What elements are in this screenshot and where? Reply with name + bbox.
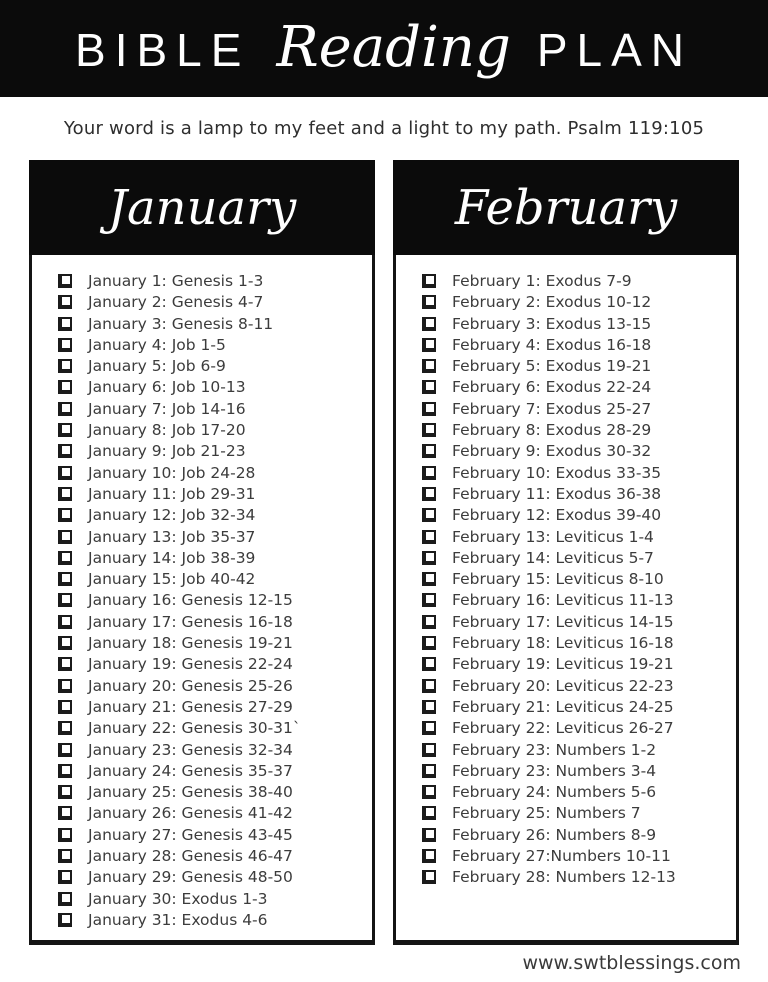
checkbox-icon[interactable] [422, 530, 436, 544]
reading-text: February 4: Exodus 16-18 [452, 335, 652, 354]
reading-text: February 5: Exodus 19-21 [452, 357, 652, 376]
reading-list-item [58, 867, 364, 888]
reading-text: February 18: Leviticus 16-18 [452, 634, 674, 653]
checkbox-icon[interactable] [58, 828, 72, 842]
checkbox-icon[interactable] [422, 508, 436, 522]
reading-list-item [58, 548, 364, 569]
reading-list-item [422, 825, 728, 846]
reading-list-item [58, 399, 364, 420]
reading-list-item [422, 803, 728, 824]
reading-list-item [422, 761, 728, 782]
reading-list-item [422, 420, 728, 441]
checkbox-icon[interactable] [58, 806, 72, 820]
reading-list-item [58, 314, 364, 335]
reading-text: January 17: Genesis 16-18 [88, 612, 293, 631]
reading-list-item [422, 782, 728, 803]
checkbox-icon[interactable] [422, 870, 436, 884]
reading-list-item [58, 910, 364, 931]
checkbox-icon[interactable] [58, 380, 72, 394]
reading-text: January 26: Genesis 41-42 [88, 804, 293, 823]
reading-list-item [422, 867, 728, 888]
reading-list-item [422, 335, 728, 356]
checkbox-icon[interactable] [422, 380, 436, 394]
reading-text: February 14: Leviticus 5-7 [452, 548, 654, 567]
reading-text: February 23: Numbers 1-2 [452, 740, 657, 759]
reading-text: January 10: Job 24-28 [88, 463, 256, 482]
reading-text: February 21: Leviticus 24-25 [452, 697, 674, 716]
reading-text: January 28: Genesis 46-47 [88, 847, 293, 866]
checkbox-icon[interactable] [422, 572, 436, 586]
checkbox-icon[interactable] [58, 487, 72, 501]
reading-list-item [58, 420, 364, 441]
reading-text: January 31: Exodus 4-6 [88, 910, 268, 929]
month-column-february [393, 160, 739, 945]
reading-list-item [422, 463, 728, 484]
reading-list-item [58, 654, 364, 675]
checkbox-icon[interactable] [58, 743, 72, 757]
reading-list-item [58, 377, 364, 398]
reading-list-item [422, 356, 728, 377]
month-list-february [393, 255, 739, 945]
month-title-february: February [393, 160, 739, 255]
checkbox-icon[interactable] [58, 508, 72, 522]
reading-list-item [422, 569, 728, 590]
reading-text: February 26: Numbers 8-9 [452, 825, 657, 844]
reading-text: January 3: Genesis 8-11 [88, 314, 274, 333]
reading-list-item [422, 441, 728, 462]
checkbox-icon[interactable] [58, 402, 72, 416]
reading-list-item [58, 271, 364, 292]
reading-list-item [58, 761, 364, 782]
reading-text: January 8: Job 17-20 [88, 421, 246, 440]
reading-text: February 15: Leviticus 8-10 [452, 570, 664, 589]
checkbox-icon[interactable] [422, 551, 436, 565]
title-word-reading: Reading [276, 15, 511, 81]
reading-text: January 5: Job 6-9 [88, 357, 226, 376]
reading-list-item [422, 612, 728, 633]
reading-list-item [422, 633, 728, 654]
checkbox-icon[interactable] [422, 402, 436, 416]
reading-list-item [58, 335, 364, 356]
reading-text: January 20: Genesis 25-26 [88, 676, 293, 695]
checkbox-icon[interactable] [58, 679, 72, 693]
reading-list-item [58, 718, 364, 739]
reading-text: February 19: Leviticus 19-21 [452, 655, 674, 674]
title-word-bible: BIBLE [75, 23, 251, 76]
reading-text: January 19: Genesis 22-24 [88, 655, 293, 674]
checkbox-icon[interactable] [422, 785, 436, 799]
reading-list-item [422, 484, 728, 505]
checkbox-icon[interactable] [422, 338, 436, 352]
reading-list-item [58, 569, 364, 590]
checkbox-icon[interactable] [58, 317, 72, 331]
checkbox-icon[interactable] [422, 615, 436, 629]
reading-list-item [422, 292, 728, 313]
reading-text: January 30: Exodus 1-3 [88, 889, 268, 908]
reading-list-item [58, 846, 364, 867]
checkbox-icon[interactable] [58, 423, 72, 437]
reading-list-item [58, 889, 364, 910]
checkbox-icon[interactable] [58, 593, 72, 607]
reading-text: January 12: Job 32-34 [88, 506, 256, 525]
checkbox-icon[interactable] [422, 806, 436, 820]
reading-text: February 11: Exodus 36-38 [452, 484, 662, 503]
checkbox-icon[interactable] [422, 679, 436, 693]
reading-list-item [58, 463, 364, 484]
reading-text: February 23: Numbers 3-4 [452, 761, 657, 780]
checkbox-icon[interactable] [58, 892, 72, 906]
website-url: www.swtblessings.com [522, 952, 741, 974]
reading-text: February 3: Exodus 13-15 [452, 314, 652, 333]
checkbox-icon[interactable] [422, 466, 436, 480]
reading-list-item [422, 590, 728, 611]
reading-list-item [58, 356, 364, 377]
reading-text: January 18: Genesis 19-21 [88, 634, 293, 653]
reading-text: February 22: Leviticus 26-27 [452, 719, 674, 738]
reading-text: January 2: Genesis 4-7 [88, 293, 264, 312]
reading-text: January 29: Genesis 48-50 [88, 868, 293, 887]
reading-list-item [58, 292, 364, 313]
checkbox-icon[interactable] [422, 849, 436, 863]
month-list-january [29, 255, 375, 945]
reading-text: January 9: Job 21-23 [88, 442, 246, 461]
reading-text: February 24: Numbers 5-6 [452, 783, 657, 802]
checkbox-icon[interactable] [58, 466, 72, 480]
checkbox-icon[interactable] [58, 572, 72, 586]
checkbox-icon[interactable] [58, 764, 72, 778]
checkbox-icon[interactable] [422, 828, 436, 842]
checkbox-icon[interactable] [58, 274, 72, 288]
reading-list-item [58, 676, 364, 697]
reading-text: February 9: Exodus 30-32 [452, 442, 652, 461]
verse-text: Your word is a lamp to my feet and a light to my path. Psalm 119:105 [63, 118, 705, 139]
reading-text: January 24: Genesis 35-37 [88, 761, 293, 780]
reading-list-item [58, 527, 364, 548]
reading-text: February 16: Leviticus 11-13 [452, 591, 674, 610]
reading-text: January 6: Job 10-13 [88, 378, 246, 397]
checkbox-icon[interactable] [422, 423, 436, 437]
reading-text: February 10: Exodus 33-35 [452, 463, 662, 482]
reading-text: February 25: Numbers 7 [452, 804, 641, 823]
reading-list-item [422, 527, 728, 548]
reading-text: January 25: Genesis 38-40 [88, 783, 293, 802]
reading-text: January 23: Genesis 32-34 [88, 740, 293, 759]
reading-list-item [422, 718, 728, 739]
reading-text: February 27:Numbers 10-11 [452, 847, 671, 866]
reading-list-item [422, 377, 728, 398]
reading-text: February 6: Exodus 22-24 [452, 378, 652, 397]
checkbox-icon[interactable] [422, 721, 436, 735]
reading-list-item [58, 697, 364, 718]
reading-list-item [58, 590, 364, 611]
reading-text: January 21: Genesis 27-29 [88, 697, 293, 716]
reading-list-item [58, 782, 364, 803]
reading-text: January 22: Genesis 30-31` [88, 719, 301, 738]
reading-text: February 20: Leviticus 22-23 [452, 676, 674, 695]
checkbox-icon[interactable] [422, 317, 436, 331]
reading-list-item [422, 505, 728, 526]
reading-list-item [422, 399, 728, 420]
reading-list-item [422, 846, 728, 867]
checkbox-icon[interactable] [58, 657, 72, 671]
title-banner [0, 0, 768, 97]
reading-text: February 28: Numbers 12-13 [452, 868, 676, 887]
reading-list-item [422, 740, 728, 761]
checkbox-icon[interactable] [58, 700, 72, 714]
checkbox-icon[interactable] [58, 721, 72, 735]
checkbox-icon[interactable] [58, 551, 72, 565]
reading-list-item [422, 271, 728, 292]
checkbox-icon[interactable] [422, 764, 436, 778]
checkbox-icon[interactable] [58, 870, 72, 884]
checkbox-icon[interactable] [422, 743, 436, 757]
reading-list-item [58, 825, 364, 846]
reading-list-item [58, 484, 364, 505]
reading-text: January 1: Genesis 1-3 [88, 272, 264, 290]
reading-text: January 15: Job 40-42 [88, 570, 256, 589]
reading-list-item [58, 612, 364, 633]
month-columns [0, 160, 768, 945]
checkbox-icon[interactable] [422, 657, 436, 671]
footer [0, 945, 768, 974]
checkbox-icon[interactable] [422, 700, 436, 714]
reading-list-item [58, 740, 364, 761]
reading-text: January 4: Job 1-5 [88, 335, 226, 354]
reading-list-item [422, 676, 728, 697]
checkbox-icon[interactable] [58, 785, 72, 799]
checkbox-icon[interactable] [422, 359, 436, 373]
reading-text: January 11: Job 29-31 [88, 484, 256, 503]
reading-text: February 17: Leviticus 14-15 [452, 612, 674, 631]
reading-text: February 1: Exodus 7-9 [452, 272, 632, 290]
reading-text: February 13: Leviticus 1-4 [452, 527, 654, 546]
checkbox-icon[interactable] [422, 295, 436, 309]
reading-text: February 12: Exodus 39-40 [452, 506, 662, 525]
month-column-january [29, 160, 375, 945]
month-title-january: January [29, 160, 375, 255]
checkbox-icon[interactable] [422, 487, 436, 501]
reading-text: January 7: Job 14-16 [88, 399, 246, 418]
checkbox-icon[interactable] [58, 359, 72, 373]
reading-text: January 13: Job 35-37 [88, 527, 256, 546]
reading-text: January 14: Job 38-39 [88, 548, 256, 567]
checkbox-icon[interactable] [58, 849, 72, 863]
reading-list-item [422, 654, 728, 675]
reading-text: January 27: Genesis 43-45 [88, 825, 293, 844]
checkbox-icon[interactable] [58, 444, 72, 458]
checkbox-icon[interactable] [58, 913, 72, 927]
checkbox-icon[interactable] [58, 530, 72, 544]
reading-text: January 16: Genesis 12-15 [88, 591, 293, 610]
reading-list-item [422, 548, 728, 569]
reading-text: February 2: Exodus 10-12 [452, 293, 652, 312]
reading-list-item [422, 697, 728, 718]
checkbox-icon[interactable] [58, 636, 72, 650]
checkbox-icon[interactable] [58, 615, 72, 629]
checkbox-icon[interactable] [58, 295, 72, 309]
reading-list-item [58, 803, 364, 824]
title-word-plan: PLAN [536, 23, 693, 76]
reading-list-item [58, 441, 364, 462]
checkbox-icon[interactable] [422, 274, 436, 288]
checkbox-icon[interactable] [422, 636, 436, 650]
reading-text: February 7: Exodus 25-27 [452, 399, 652, 418]
reading-text: February 8: Exodus 28-29 [452, 421, 652, 440]
checkbox-icon[interactable] [422, 444, 436, 458]
reading-list-item [58, 505, 364, 526]
checkbox-icon[interactable] [58, 338, 72, 352]
reading-list-item [422, 314, 728, 335]
checkbox-icon[interactable] [422, 593, 436, 607]
reading-list-item [58, 633, 364, 654]
